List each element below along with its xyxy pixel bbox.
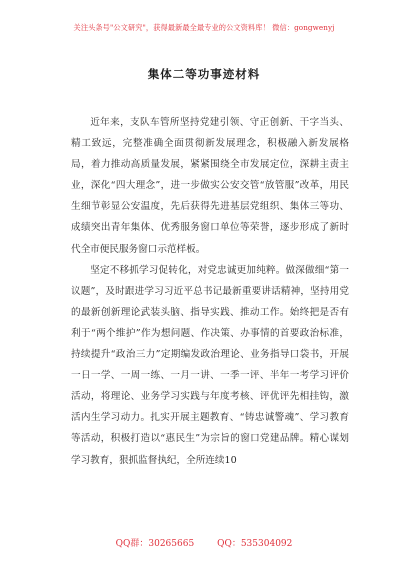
- document-title: 集体二等功事迹材料: [147, 67, 261, 81]
- footer-contacts: [0, 536, 408, 549]
- header-banner: 关注头条号"公文研究"，获得最新最全最专业的公文资料库！ 微信：gongwenyj: [73, 23, 335, 32]
- paragraph-intro: 近年来，支队车管所坚持党建引领、守正创新、干字当头、精工致远，完整准确全面贯彻新发展理念，积极融入新发展格局，着力推动高质量发展，紧紧围绕全市发展定位，深耕主责主业，深化“四大理念”，进一步做实公安交管“放管服”改革，用民生细节彰显公安温度，先后获得先进基层党组织、集体三等功、成绩突出青年集体、优秀服务窗口单位等荣誉，逐步形成了新时代全市便民服务窗口示范样板。: [71, 117, 349, 255]
- footer-qq-group: QQ群：30265665: [115, 539, 195, 549]
- paragraph-study: 坚定不移抓学习促转化，对党忠诚更加纯粹。做深做细“第一议题”，及时跟进学习习近平总书记最新重要讲话精神，坚持用党的最新创新理论武装头脑、指导实践、推动工作。始终把是否有利于“两个维护”作为想问题、作决策、办事情的首要政治标准，持续提升“政治三力”定期编发政治理论、业务指导口袋书，开展一日一学、一周一练、一月一讲、一季一评、半年一考学习评价活动，将理论、业务学习实践与年度考核、评优评先相挂钩，激活内生学习动力。扎实开展主题教育、“铸忠诚警魂”、学习教育等活动，积极打造以“惠民生”为宗旨的窗口党建品牌。精心谋划学习教育，狠抓监督执纪，全所连续10: [71, 264, 349, 466]
- footer-qq-number: QQ：535304092: [217, 539, 293, 549]
- document-body: [71, 112, 349, 471]
